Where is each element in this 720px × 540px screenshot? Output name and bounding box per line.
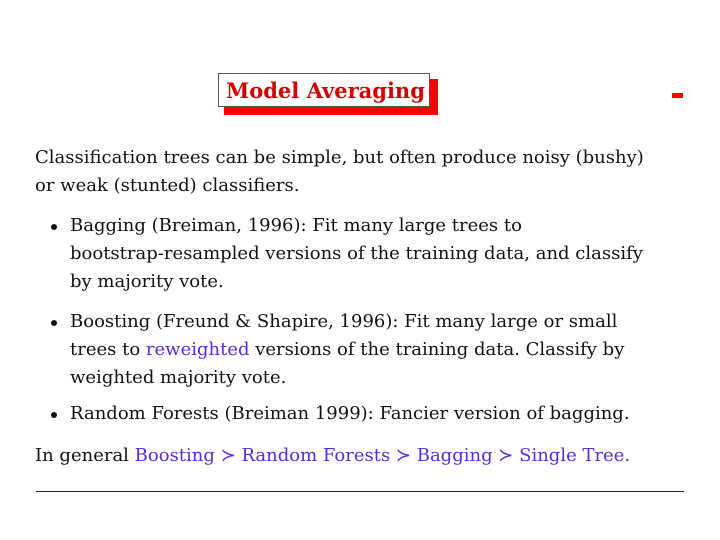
summary-prefix: In general — [35, 445, 135, 466]
reweighted-highlight: reweighted — [145, 339, 250, 360]
bullet-dot-3 — [51, 412, 57, 418]
bullet-1-line-1: Bagging (Breiman, 1996): Fit many large trees to — [70, 215, 522, 236]
summary-ranking: Boosting ≻ Random Forests ≻ Bagging ≻ Single Tree. — [134, 445, 631, 466]
bullet-2-line-2-post: versions of the training data. Classify by — [249, 339, 625, 360]
bullet-1-line-2: bootstrap-resampled versions of the training data, and classify — [70, 243, 643, 264]
bullet-dot-2 — [51, 320, 57, 326]
bullet-2-line-3: weighted majority vote. — [70, 367, 287, 388]
bullet-3-line-1: Random Forests (Breiman 1999): Fancier version of bagging. — [70, 403, 630, 424]
bullet-2-line-2-pre: trees to — [70, 339, 146, 360]
slide-title-frame — [218, 73, 440, 116]
bullet-2-line-1: Boosting (Freund & Shapire, 1996): Fit many large or small — [70, 311, 618, 332]
summary-line — [35, 446, 630, 466]
bullet-dot-1 — [51, 224, 57, 230]
slide-title: Model Averaging — [226, 78, 425, 103]
corner-mark — [672, 93, 683, 98]
intro-line-2: or weak (stunted) classifiers. — [35, 175, 300, 196]
footer-rule — [36, 491, 684, 492]
intro-line-1: Classification trees can be simple, but often produce noisy (bushy) — [35, 147, 644, 168]
title-box — [218, 73, 430, 107]
bullet-2-line-2 — [70, 340, 624, 360]
bullet-1-line-3: by majority vote. — [70, 271, 224, 292]
